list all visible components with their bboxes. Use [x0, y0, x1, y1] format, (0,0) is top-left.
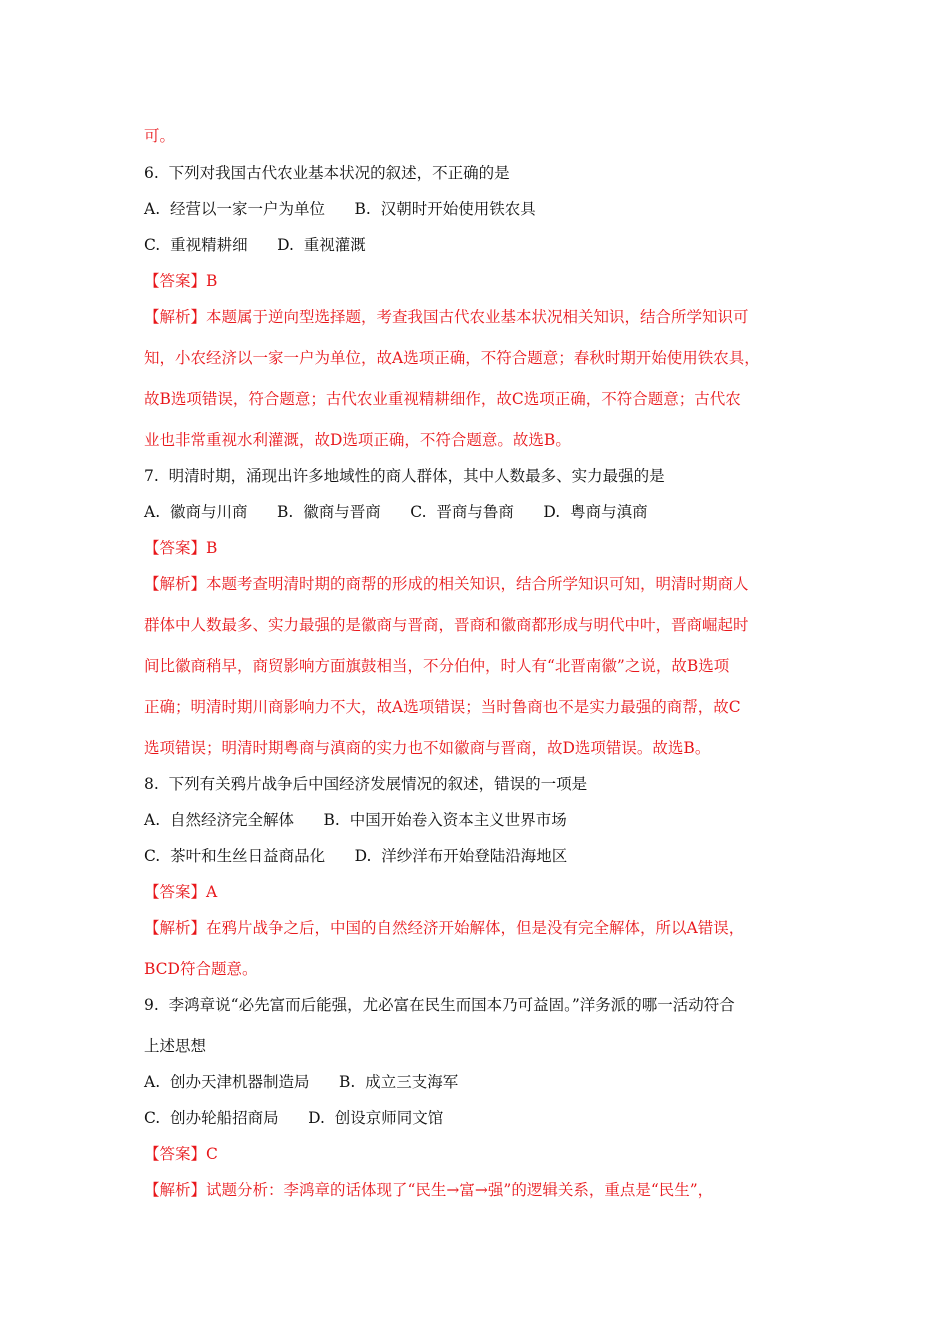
- analysis-9: 【解析】试题分析：李鸿章的话体现了“民生→富→强”的逻辑关系，重点是“民生”，: [144, 1181, 714, 1199]
- analysis-6: 故B选项错误，符合题意；古代农业重视精耕细作，故C选项正确，不符合题意；古代农: [144, 390, 741, 408]
- analysis-6: 知，小农经济以一家一户为单位，故A选项正确，不符合题意；春秋时期开始使用铁农具，: [144, 349, 760, 367]
- question-6-options-cd: C. 重视精耕细 D. 重视灌溉: [144, 236, 366, 254]
- question-9: 上述思想: [144, 1037, 207, 1055]
- answer-6: 【答案】B: [144, 272, 218, 290]
- question-8-options-cd: C. 茶叶和生丝日益商品化 D. 洋纱洋布开始登陆沿海地区: [144, 847, 568, 865]
- analysis-7: 选项错误；明清时期粤商与滇商的实力也不如徽商与晋商，故D选项错误。故选B。: [144, 739, 711, 757]
- analysis-6: 【解析】本题属于逆向型选择题，考查我国古代农业基本状况相关知识，结合所学知识可: [144, 308, 749, 326]
- question-6: 6. 下列对我国古代农业基本状况的叙述，不正确的是: [144, 164, 510, 182]
- answer-7: 【答案】B: [144, 539, 218, 557]
- analysis-6: 业也非常重视水利灌溉，故D选项正确，不符合题意。故选B。: [144, 431, 571, 449]
- answer-8: 【答案】A: [144, 883, 218, 901]
- answer-9: 【答案】C: [144, 1145, 218, 1163]
- question-7-options: A. 徽商与川商 B. 徽商与晋商 C. 晋商与鲁商 D. 粤商与滇商: [144, 503, 648, 521]
- question-6-options-ab: A. 经营以一家一户为单位 B. 汉朝时开始使用铁农具: [144, 200, 536, 218]
- question-8-options-ab: A. 自然经济完全解体 B. 中国开始卷入资本主义世界市场: [144, 811, 567, 829]
- question-9-options-cd: C. 创办轮船招商局 D. 创设京师同文馆: [144, 1109, 444, 1127]
- analysis-7: 正确；明清时期川商影响力不大，故A选项错误；当时鲁商也不是实力最强的商帮，故C: [144, 698, 741, 716]
- analysis-8: BCD符合题意。: [144, 960, 258, 978]
- analysis-8: 【解析】在鸦片战争之后，中国的自然经济开始解体，但是没有完全解体，所以A错误，: [144, 919, 745, 937]
- text-line: 可。: [144, 127, 176, 145]
- analysis-7: 【解析】本题考查明清时期的商帮的形成的相关知识，结合所学知识可知，明清时期商人: [144, 575, 749, 593]
- question-7: 7. 明清时期，涌现出许多地域性的商人群体，其中人数最多、实力最强的是: [144, 467, 665, 485]
- question-9-options-ab: A. 创办天津机器制造局 B. 成立三支海军: [144, 1073, 459, 1091]
- question-9: 9. 李鸿章说“必先富而后能强，尤必富在民生而国本乃可益固。”洋务派的哪一活动符合: [144, 996, 735, 1014]
- analysis-7: 群体中人数最多、实力最强的是徽商与晋商，晋商和徽商都形成与明代中叶，晋商崛起时: [144, 616, 749, 634]
- question-8: 8. 下列有关鸦片战争后中国经济发展情况的叙述，错误的一项是: [144, 775, 588, 793]
- analysis-7: 间比徽商稍早，商贸影响方面旗鼓相当，不分伯仲，时人有“北晋南徽”之说，故B选项: [144, 657, 730, 675]
